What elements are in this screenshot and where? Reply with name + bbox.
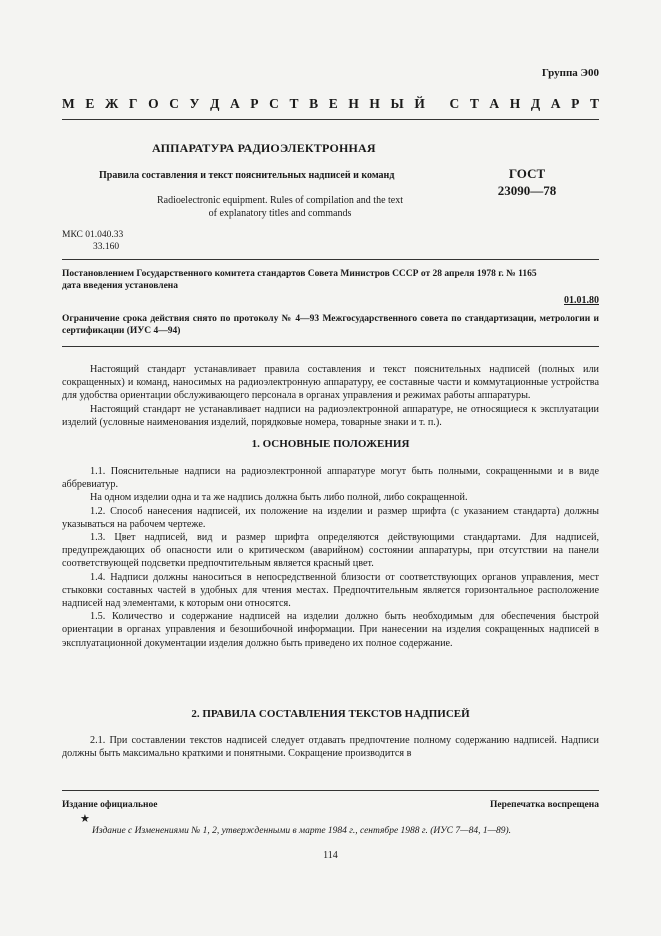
page-number: 114 xyxy=(323,850,338,861)
standard-title: АППАРАТУРА РАДИОЭЛЕКТРОННАЯ xyxy=(152,141,376,155)
banner-letter: Г xyxy=(128,96,138,111)
paragraph: 1.3. Цвет надписей, вид и размер шрифта определяются действующими стандартами. Для надписей, предупреждающих об опасности или о критическом (аварийном) состоянии аппаратуры, при отсутствии на панели соответствующей подсветки предпочтительным является красный цвет. xyxy=(62,532,599,570)
section-1-text xyxy=(62,465,599,650)
banner-letter: С xyxy=(169,96,179,111)
mks-code: 33.160 xyxy=(93,242,120,252)
paragraph: 1.1. Пояснительные надписи на радиоэлектронной аппаратуре могут быть полными, сокращенными и в виде аббревиатур. xyxy=(62,466,599,491)
banner-letter: Д xyxy=(210,96,220,111)
english-title xyxy=(120,194,440,220)
star-icon: ★ xyxy=(80,813,90,825)
banner-letter: Р xyxy=(250,96,259,111)
gost-number xyxy=(497,165,557,199)
banner-letter: С xyxy=(449,96,460,111)
banner-letter: В xyxy=(309,96,319,111)
gost-code: 23090—78 xyxy=(497,183,557,198)
banner-letter xyxy=(436,96,439,112)
paragraph: На одном изделии одна и та же надпись должна быть либо полной, либо сокращенной. xyxy=(90,492,468,504)
reprint-prohibited-label: Перепечатка воспрещена xyxy=(489,800,599,810)
banner-letter: Т xyxy=(469,96,479,111)
banner-letter: Н xyxy=(509,96,521,111)
validity-limit-note: Ограничение срока действия снято по протоколу № 4—93 Межгосударственного совета по стандартизации, метрологии и сертификации (ИУС 4—94) xyxy=(62,314,599,336)
banner-letter: Д xyxy=(530,96,541,111)
banner-letter: У xyxy=(189,96,200,111)
banner-letter: Т xyxy=(289,96,299,111)
paragraph: Настоящий стандарт не устанавливает надписи на радиоэлектронной аппаратуре, не относящиеся к эксплуатации изделий (условные наименования изделий, порядковые номера, товарные знаки и т. п.). xyxy=(62,403,599,428)
banner-letter: А xyxy=(229,96,240,111)
intro-text xyxy=(62,363,599,429)
decree-line: Постановлением Государственного комитета стандартов Совета Министров СССР от 28 апреля 1978 г. № 1165 xyxy=(62,269,537,279)
banner-letter: Т xyxy=(589,96,599,111)
banner-letter: О xyxy=(148,96,159,111)
section-2-heading: 2. ПРАВИЛА СОСТАВЛЕНИЯ ТЕКСТОВ НАДПИСЕЙ xyxy=(191,708,470,720)
paragraph: 1.2. Способ нанесения надписей, их положение на изделии и размер шрифта (с указанием стандарта) должны указываться на рабочем чертеже. xyxy=(62,505,599,530)
banner-letter: Й xyxy=(414,96,425,111)
banner-letter: Е xyxy=(328,96,338,111)
banner-letter: Н xyxy=(348,96,359,111)
standard-subtitle: Правила составления и текст пояснительных надписей и команд xyxy=(99,170,395,181)
english-title-line: Radioelectronic equipment. Rules of compilation and the text xyxy=(156,195,404,206)
banner-letter: А xyxy=(550,96,561,111)
paragraph: 1.5. Количество и содержание надписей на изделии должно быть необходимым для обеспечения быстрой ориентации в органах управления и безошибочной информации. При нанесении на изделия сокращенных надписей в эксплуатационной документации изделия должно быть приведено их полное содержание. xyxy=(62,611,599,649)
edition-note: Издание с Изменениями № 1, 2, утвержденными в марте 1984 г., сентябре 1988 г. (ИУС 7—84, 1—89). xyxy=(92,826,512,836)
banner-letter: Е xyxy=(85,96,95,111)
banner-letter: Р xyxy=(571,96,580,111)
paragraph: 2.1. При составлении текстов надписей следует отдавать предпочтение полному содержанию надписей. Надписи должны быть максимально краткими и понятными. Сокращение производится в xyxy=(62,735,599,760)
gost-label: ГОСТ xyxy=(508,166,546,181)
banner-letter: Н xyxy=(369,96,380,111)
footer-divider xyxy=(62,790,599,791)
header-divider xyxy=(62,119,599,120)
section-1-heading: 1. ОСНОВНЫЕ ПОЛОЖЕНИЯ xyxy=(251,438,410,450)
interstate-standard-banner xyxy=(62,96,599,112)
group-code: Группа Э00 xyxy=(541,67,599,79)
section-2-text xyxy=(62,734,599,760)
decree-line: дата введения установлена xyxy=(62,281,179,291)
meta-divider xyxy=(62,259,599,260)
decree-text xyxy=(62,268,599,292)
official-edition-label: Издание официальное xyxy=(62,800,158,810)
banner-letter: М xyxy=(62,96,75,111)
paragraph: 1.4. Надписи должны наноситься в непосредственной близости от соответствующих органов управления, мест стыковки составных частей в удобных для чтения местах. Предпочтительным является горизонтальное расположение надписей над элементами, к которым они относятся. xyxy=(62,571,599,610)
banner-letter: Ж xyxy=(104,96,119,111)
banner-letter: А xyxy=(489,96,500,111)
paragraph: Настоящий стандарт устанавливает правила составления и текст пояснительных надписей (полных или сокращенных) и команд, наносимых на радиоэлектронную аппаратуру, ее составные части и коммутационные устройства для удобства ориентации обслуживающего персонала в органах управления и режимах работы аппаратуры. xyxy=(62,364,599,402)
mks-codes xyxy=(62,229,123,253)
english-title-line: of explanatory titles and commands xyxy=(208,208,352,219)
banner-letter: Ы xyxy=(390,96,404,111)
introduction-date: 01.01.80 xyxy=(564,295,599,306)
banner-letter: С xyxy=(269,96,279,111)
mks-code: МКС 01.040.33 xyxy=(62,230,124,240)
decree-divider xyxy=(62,346,599,347)
